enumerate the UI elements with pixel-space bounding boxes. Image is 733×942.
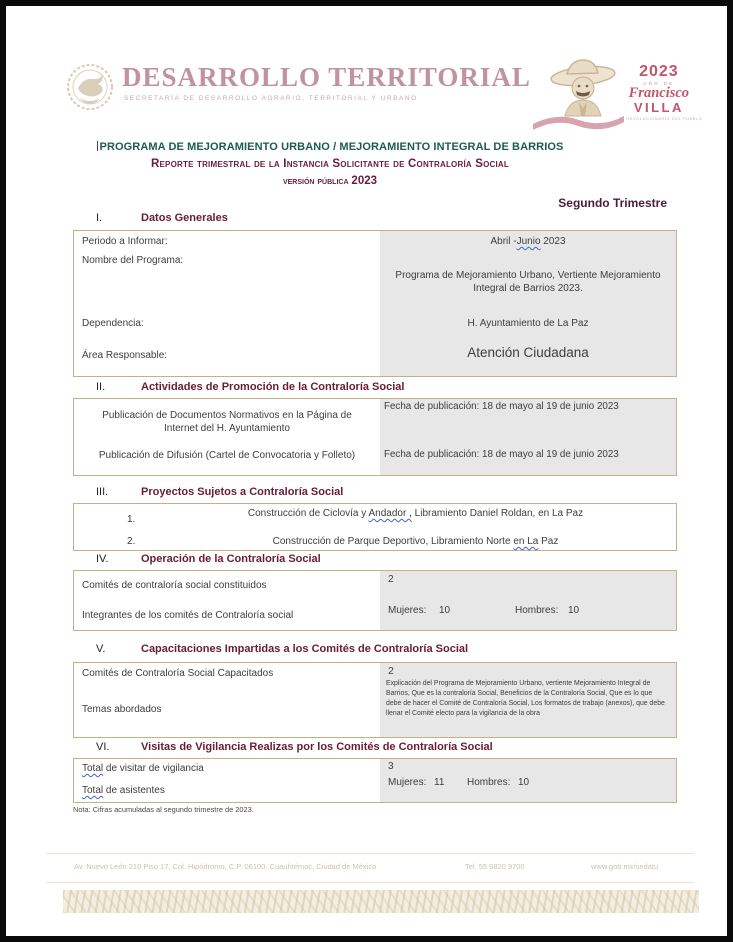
villa-tagline: EL REVOLUCIONARIO DEL PUEBLO xyxy=(618,116,703,121)
decorative-pattern-band xyxy=(63,890,699,913)
temas-abordados-label: Temas abordados xyxy=(82,704,162,715)
brand-title: DESARROLLO TERRITORIAL xyxy=(122,62,531,92)
section-6-title: Visitas de Vigilancia Realizas por los Comités de Contraloría Social xyxy=(141,741,493,753)
section-2-title: Actividades de Promoción de la Contraloría Social xyxy=(141,381,405,393)
value-column-background xyxy=(380,571,676,630)
publicacion-normativos-label: Publicación de Documentos Normativos en la Página de Internet del H. Ayuntamiento xyxy=(102,410,352,434)
spellcheck-word: Andador , xyxy=(368,508,412,519)
area-value: Atención Ciudadana xyxy=(467,345,589,360)
mexican-eagle-seal-icon xyxy=(66,58,114,120)
datos-generales-table xyxy=(73,230,677,377)
proyectos-table xyxy=(73,503,677,551)
mujeres-value: 11 xyxy=(434,777,445,788)
section-3-title: Proyectos Sujetos a Contraloría Social xyxy=(141,486,344,498)
section-6-numeral: VI. xyxy=(96,741,110,753)
actividades-table xyxy=(73,398,677,476)
sedatu-brand xyxy=(66,58,531,136)
hombres-label: Hombres: xyxy=(467,777,511,788)
dependencia-label: Dependencia: xyxy=(82,318,144,329)
project-2-text: Construcción de Parque Deportivo, Libramiento Norte en La Paz xyxy=(272,536,559,547)
section-6-heading xyxy=(96,741,493,753)
villa-last-name: VILLA xyxy=(633,100,684,116)
footer-address: Av. Nuevo León 210 Piso 17, Col. Hipódromo, C.P. 06100. Cuauhtémoc, Ciudad de México xyxy=(74,862,377,871)
total-visitas-label: Total de visitar de vigilancia xyxy=(82,763,204,774)
francisco-villa-logo xyxy=(531,58,701,136)
mujeres-label: Mujeres: xyxy=(388,777,427,788)
document-page xyxy=(6,6,727,936)
section-3-heading xyxy=(96,486,343,498)
section-1-heading xyxy=(96,212,228,224)
comites-capacitados-label: Comités de Contraloría Social Capacitados xyxy=(82,668,274,679)
total-asistentes-label: Total de asistentes xyxy=(82,785,165,796)
project-2-number: 2. xyxy=(127,536,136,547)
footer-rule-top xyxy=(46,853,694,854)
comites-constituidos-value: 2 xyxy=(388,574,394,585)
section-5-title: Capacitaciones Impartidas a los Comités de Contraloría Social xyxy=(141,643,469,655)
section-4-numeral: IV. xyxy=(96,553,109,565)
hombres-value: 10 xyxy=(518,777,530,788)
section-5-numeral: V. xyxy=(96,643,106,655)
project-1-text: Construcción de Ciclovía y Andador , Libramiento Daniel Roldan, en La Paz xyxy=(247,508,584,519)
villa-first-name: Francisco xyxy=(628,85,690,101)
section-4-heading xyxy=(96,553,321,565)
title-line2: Reporte trimestral de la Instancia Solicitante de Contraloría Social xyxy=(151,157,509,170)
capacitaciones-table xyxy=(73,662,677,738)
fecha-publicacion-1: Fecha de publicación: 18 de mayo al 19 de junio 2023 xyxy=(384,401,619,412)
villa-anode: AÑO DE xyxy=(643,81,675,86)
area-label: Área Responsable: xyxy=(82,350,168,361)
spellcheck-word: Total xyxy=(82,763,104,774)
temas-abordados-value: Explicación del Programa de Mejoramiento Urbano, vertiente Mejoramiento Integral de Barrios, Que es la contraloría Social, Beneficios de la Contraloría Social, Que es lo que debe de hacer el Comité de Contraloría Social, Los formatos de trabajo (anexos), que debe llenar el Comité electo para la vigilancia de la obra xyxy=(386,680,665,717)
mujeres-value: 10 xyxy=(439,605,451,616)
section-4-title: Operación de la Contraloría Social xyxy=(141,553,321,565)
hombres-value: 10 xyxy=(568,605,580,616)
page-header xyxy=(66,58,701,136)
section-2-numeral: II. xyxy=(96,381,106,393)
spellcheck-word: Total xyxy=(82,785,104,796)
mujeres-label: Mujeres: xyxy=(388,605,427,616)
villa-year: 2023 xyxy=(639,63,679,80)
trimester-label: Segundo Trimestre xyxy=(558,196,667,210)
comites-constituidos-label: Comités de contraloría social constituidos xyxy=(82,580,267,591)
periodo-label: Periodo a Informar: xyxy=(82,236,168,247)
project-1-number: 1. xyxy=(127,514,136,525)
operacion-table xyxy=(73,570,677,631)
footer-website[interactable]: www.gob.mx/sedatu xyxy=(591,862,659,871)
footer-telephone: Tel: 55 6820 9700 xyxy=(465,862,525,871)
title-line3: versión pública 2023 xyxy=(282,174,378,187)
title-line1: PROGRAMA DE MEJORAMIENTO URBANO / MEJORAMIENTO INTEGRAL DE BARRIOS xyxy=(68,140,592,156)
visitas-table xyxy=(73,758,677,803)
section-2-heading xyxy=(96,381,404,393)
publicacion-difusion-label: Publicación de Difusión (Cartel de Convocatoria y Folleto) xyxy=(98,450,356,461)
hombres-label: Hombres: xyxy=(515,605,559,616)
brand-subtitle: SECRETARÍA DE DESARROLLO AGRARIO, TERRITORIAL Y URBANO xyxy=(124,95,418,102)
fecha-publicacion-2: Fecha de publicación: 18 de mayo al 19 de junio 2023 xyxy=(384,449,619,460)
spellcheck-word: Junio xyxy=(516,236,541,247)
villa-portrait-icon xyxy=(531,58,626,136)
footnote: Nota: Cifras acumuladas al segundo trimestre de 2023. xyxy=(73,805,254,814)
document-titles xyxy=(68,140,592,189)
programa-value: Programa de Mejoramiento Urbano, Vertiente Mejoramiento Integral de Barrios 2023. xyxy=(395,270,661,294)
dependencia-value: H. Ayuntamiento de La Paz xyxy=(467,318,589,329)
integrantes-label: Integrantes de los comités de Contraloría social xyxy=(82,610,294,621)
spellcheck-word: en La xyxy=(513,536,539,547)
total-visitas-value: 3 xyxy=(388,761,394,772)
section-1-numeral: I. xyxy=(96,212,103,224)
section-3-numeral: III. xyxy=(96,486,109,498)
footer-rule-bottom xyxy=(46,882,694,883)
section-1-title: Datos Generales xyxy=(141,212,228,224)
comites-capacitados-value: 2 xyxy=(388,665,394,677)
section-5-heading xyxy=(96,643,468,655)
text-cursor xyxy=(97,141,98,151)
programa-label: Nombre del Programa: xyxy=(82,255,184,266)
periodo-value: Abril -Junio 2023 xyxy=(490,236,566,247)
